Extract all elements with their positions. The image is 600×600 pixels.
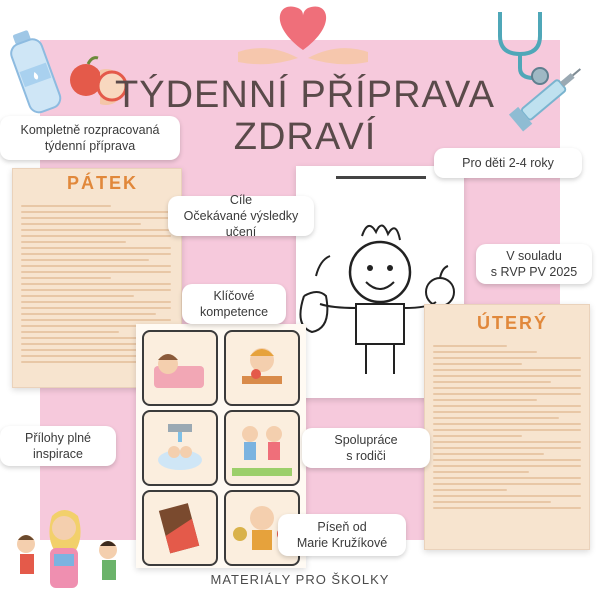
page-title-line2: ZDRAVÍ: [233, 116, 377, 158]
tile-sleeping: [142, 330, 218, 406]
friday-title: PÁTEK: [67, 173, 139, 193]
syringe-icon: [500, 60, 590, 140]
age-badge: Pro děti 2-4 roky: [434, 148, 582, 178]
key-competences-badge: Klíčové kompetence: [182, 284, 286, 324]
tuesday-card: [424, 304, 590, 550]
rvp-badge: V souladu s RVP PV 2025: [476, 244, 592, 284]
tile-handwashing: [142, 410, 218, 486]
tuesday-title: ÚTERÝ: [477, 313, 549, 333]
tile-chocolate: [142, 490, 218, 566]
parents-badge: Spolupráce s rodiči: [302, 428, 430, 468]
heart-hands-icon: [228, 0, 378, 70]
attachments-badge: Přílohy plné inspirace: [0, 426, 116, 466]
complete-prep-badge: Kompletně rozpracovaná týdenní příprava: [0, 116, 180, 160]
tuesday-text-lines: [433, 341, 581, 513]
page-title-line1: TÝDENNÍ PŘÍPRAVA: [115, 74, 495, 116]
goals-badge: Cíle Očekávané výsledky učení: [168, 196, 314, 236]
tile-eating: [224, 330, 300, 406]
song-badge: Píseň od Marie Kružíkové: [278, 514, 406, 556]
coloring-text-line: [336, 176, 426, 179]
tile-playing: [224, 410, 300, 486]
footer-brand: MATERIÁLY PRO ŠKOLKY: [210, 572, 390, 587]
